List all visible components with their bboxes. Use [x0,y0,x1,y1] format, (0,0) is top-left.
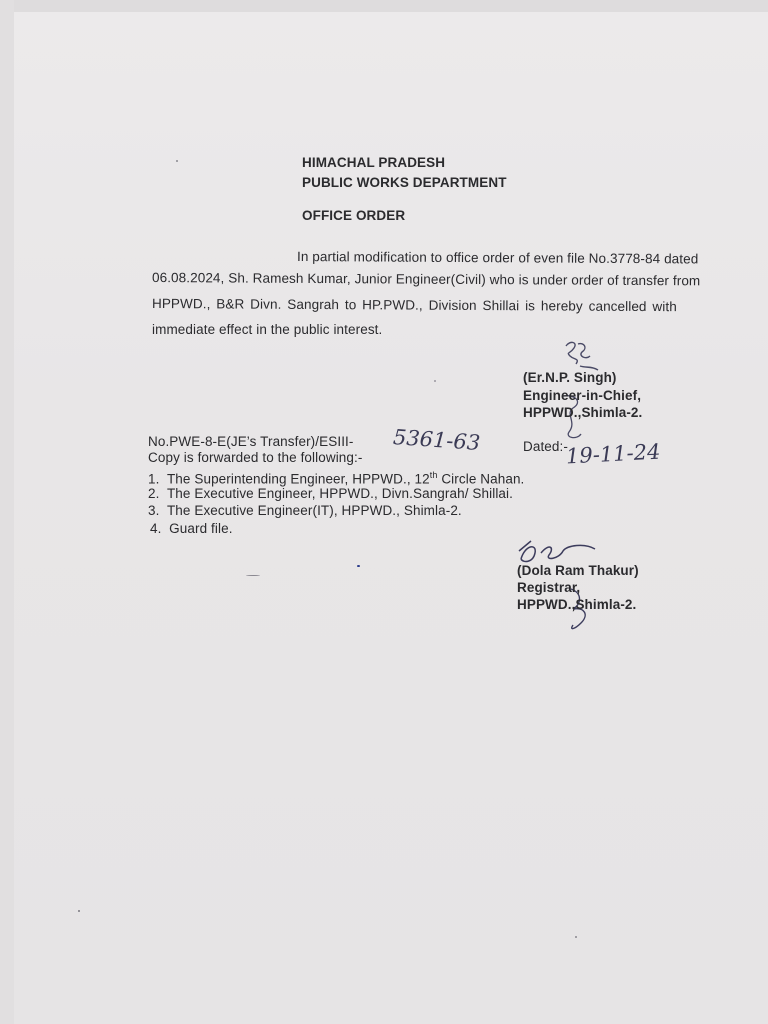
handwritten-serial: 5361-63 [392,424,481,456]
page-edge-top [0,0,768,12]
signatory-1-office: HPPWD.,Shimla-2. [523,405,643,420]
dated-label: Dated:- [523,439,568,454]
paper-speck [575,936,577,938]
paper-speck [357,565,360,567]
signatory-2-name: (Dola Ram Thakur) [517,563,639,578]
paper-speck [176,160,178,162]
signatory-2-office: HPPWD.,Shimla-2. [517,597,637,612]
reference-number: No.PWE-8-E(JE’s Transfer)/ESIII- [148,434,354,449]
signatory-1-designation: Engineer-in-Chief, [523,388,642,403]
list-item: 1. The Superintending Engineer, HPPWD., 12th Circle Nahan. [148,470,525,487]
copy-forward-line: Copy is forwarded to the following:- [148,450,363,465]
paper-speck [246,575,260,576]
handwritten-date: 19-11-24 [565,439,661,469]
body-line-2: 06.08.2024, Sh. Ramesh Kumar, Junior Engineer(Civil) who is under order of transfer from [151,270,701,289]
body-line-1: In partial modification to office order of even file No.3778-84 dated [296,249,699,267]
page-edge-left [0,0,14,1024]
list-item: 3. The Executive Engineer(IT), HPPWD., Shimla-2. [148,503,462,518]
list-item: 4. Guard file. [150,521,233,536]
paper-speck [78,910,80,912]
list-item: 2. The Executive Engineer, HPPWD., Divn.Sangrah/ Shillai. [148,486,513,501]
body-line-3: HPPWD., B&R Divn. Sangrah to HP.PWD., Division Shillai is hereby cancelled with [151,296,677,315]
header-department: PUBLIC WORKS DEPARTMENT [302,175,507,190]
signatory-1-name: (Er.N.P. Singh) [523,370,617,385]
order-title: OFFICE ORDER [302,208,406,223]
body-line-4: immediate effect in the public interest. [152,322,383,337]
paper-speck [434,380,436,382]
header-state: HIMACHAL PRADESH [302,155,446,170]
signatory-2-designation: Registrar, [517,580,581,595]
